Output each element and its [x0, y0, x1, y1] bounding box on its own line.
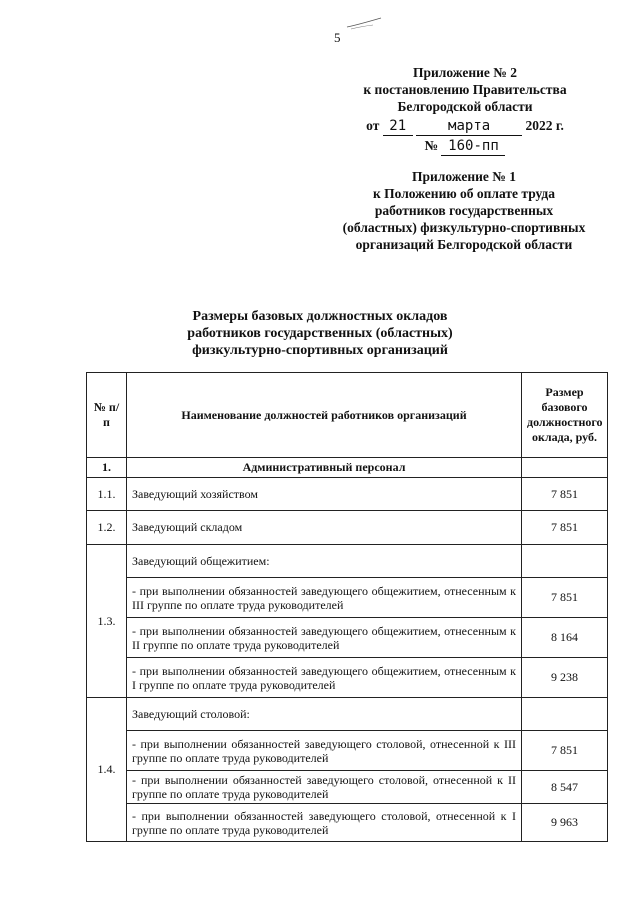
- row-name: Заведующий хозяйством: [127, 478, 522, 511]
- section-row: [87, 458, 608, 478]
- date-prefix: от: [366, 118, 380, 133]
- title-line1: Размеры базовых должностных окладов: [192, 309, 448, 324]
- table-subrow: [87, 731, 608, 771]
- row-name: Заведующий столовой:: [127, 698, 522, 731]
- salary-table: [86, 372, 608, 842]
- row-salary: 7 851: [522, 478, 608, 511]
- appendix2-line1: Приложение № 2: [413, 65, 517, 80]
- subrow-salary: 8 164: [522, 618, 608, 658]
- table-row: [87, 698, 608, 731]
- row-num: 1.4.: [87, 698, 127, 842]
- subrow-name: - при выполнении обязанностей заведующего общежитием, отнесенным к III группе по оплате труда руководителей: [127, 578, 522, 618]
- appendix1-line4: (областных) физкультурно-спортивных: [342, 220, 586, 235]
- appendix2-line3: Белгородской области: [397, 99, 533, 114]
- document-title: [150, 308, 490, 359]
- appendix2-number: [330, 137, 600, 156]
- appendix2-date: [330, 117, 600, 136]
- row-num: 1.3.: [87, 545, 127, 698]
- appendix2-header: [330, 64, 600, 156]
- subrow-salary: 7 851: [522, 731, 608, 771]
- row-num: 1.1.: [87, 478, 127, 511]
- table-subrow: [87, 771, 608, 804]
- subrow-salary: 8 547: [522, 771, 608, 804]
- subrow-name: - при выполнении обязанностей заведующего общежитием, отнесенным к I группе по оплате труда руководителей: [127, 658, 522, 698]
- subrow-salary: 7 851: [522, 578, 608, 618]
- header-name: Наименование должностей работников организаций: [127, 373, 522, 458]
- header-num: № п/п: [87, 373, 127, 458]
- subrow-name: - при выполнении обязанностей заведующего столовой, отнесенной к II группе по оплате труда руководителей: [127, 771, 522, 804]
- header-salary: Размер базового должностного оклада, руб.: [522, 373, 608, 458]
- table-subrow: [87, 618, 608, 658]
- row-name: Заведующий складом: [127, 511, 522, 545]
- table-subrow: [87, 578, 608, 618]
- row-num: 1.2.: [87, 511, 127, 545]
- table-row: [87, 545, 608, 578]
- row-name: Заведующий общежитием:: [127, 545, 522, 578]
- table-subrow: [87, 804, 608, 842]
- number-prefix: №: [424, 138, 439, 153]
- subrow-name: - при выполнении обязанностей заведующего столовой, отнесенной к III группе по оплате труда руководителей: [127, 731, 522, 771]
- appendix1-line5: организаций Белгородской области: [355, 237, 573, 252]
- section-salary: [522, 458, 608, 478]
- row-salary-empty: [522, 545, 608, 578]
- appendix2-line2: к постановлению Правительства: [363, 82, 567, 97]
- date-day: 21: [383, 118, 413, 136]
- row-salary-empty: [522, 698, 608, 731]
- title-line2: работников государственных (областных): [187, 326, 453, 341]
- subrow-salary: 9 238: [522, 658, 608, 698]
- subrow-salary: 9 963: [522, 804, 608, 842]
- signature-scribble: [345, 16, 385, 30]
- number-value: 160-пп: [441, 138, 505, 156]
- section-num: 1.: [87, 458, 127, 478]
- subrow-name: - при выполнении обязанностей заведующего общежитием, отнесенным к II группе по оплате труда руководителей: [127, 618, 522, 658]
- section-name: Административный персонал: [127, 458, 522, 478]
- table-row: [87, 511, 608, 545]
- table-header-row: [87, 373, 608, 458]
- date-year: 2022 г.: [525, 118, 564, 133]
- row-salary: 7 851: [522, 511, 608, 545]
- page-number: 5: [334, 30, 341, 45]
- table-subrow: [87, 658, 608, 698]
- appendix1-line3: работников государственных: [374, 203, 554, 218]
- table-row: [87, 478, 608, 511]
- subrow-name: - при выполнении обязанностей заведующего столовой, отнесенной к I группе по оплате труда руководителей: [127, 804, 522, 842]
- title-line3: физкультурно-спортивных организаций: [192, 343, 448, 358]
- appendix1-line2: к Положению об оплате труда: [372, 186, 556, 201]
- appendix1-line1: Приложение № 1: [412, 169, 516, 184]
- appendix1-header: [316, 168, 612, 253]
- date-month: марта: [416, 118, 522, 136]
